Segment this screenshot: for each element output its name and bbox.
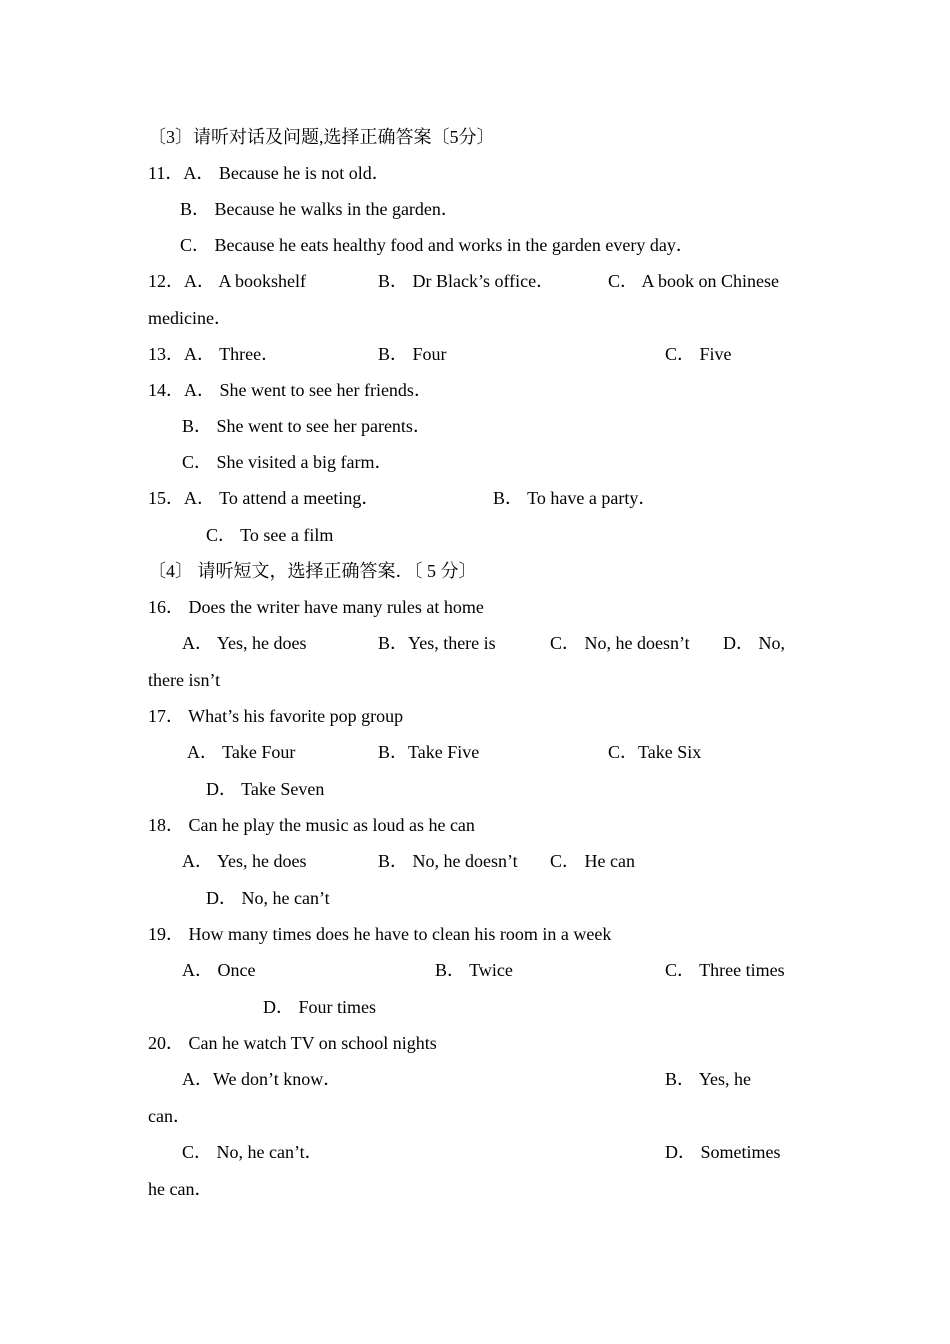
- section3-header: 〔3〕请听对话及问题,选择正确答案〔5分〕: [148, 127, 495, 147]
- q15-option-b: B． To have a party．: [493, 488, 657, 508]
- q18-stem: 18． Can he play the music as loud as he can: [148, 815, 475, 835]
- q14-option-b: B． She went to see her parents．: [182, 416, 431, 436]
- q18-option-c: C． He can: [550, 851, 635, 871]
- q11-option-c: C． Because he eats healthy food and works in the garden every day．: [180, 235, 694, 255]
- q20-option-c: C． No, he can’t．: [182, 1142, 323, 1162]
- q17-option-b: B．Take Five: [378, 742, 480, 762]
- q19-option-a: A． Once: [182, 960, 256, 980]
- q14-option-c: C． She visited a big farm．: [182, 452, 393, 472]
- q13-option-b: B． Four: [378, 344, 447, 364]
- q19-option-c: C． Three times: [665, 960, 785, 980]
- q16-option-d-wrap: there isn’t: [148, 670, 221, 690]
- q16-stem: 16． Does the writer have many rules at home: [148, 597, 484, 617]
- q12-option-c-wrap: medicine．: [148, 308, 232, 328]
- q19-option-b: B． Twice: [435, 960, 513, 980]
- q12-option-a: 12．A． A bookshelf: [148, 271, 307, 291]
- q16-option-a: A． Yes, he does: [182, 633, 307, 653]
- q11-option-b: B． Because he walks in the garden．: [180, 199, 459, 219]
- q17-option-d: D． Take Seven: [206, 779, 325, 799]
- q16-option-d: D． No,: [723, 633, 785, 653]
- q15-option-c: C． To see a film: [206, 525, 334, 545]
- q16-option-b: B．Yes, there is: [378, 633, 496, 653]
- q19-stem: 19． How many times does he have to clean his room in a week: [148, 924, 612, 944]
- q16-option-c: C． No, he doesn’t: [550, 633, 690, 653]
- q19-option-d: D． Four times: [263, 997, 377, 1017]
- q15-option-a: 15．A． To attend a meeting．: [148, 488, 380, 508]
- q12-option-c: C． A book on Chinese: [608, 271, 780, 291]
- q12-option-b: B． Dr Black’s office．: [378, 271, 555, 291]
- q13-option-c: C． Five: [665, 344, 732, 364]
- q13-option-a: 13．A． Three．: [148, 344, 280, 364]
- section4-header: 〔4〕 请听短文，选择正确答案．〔 5 分〕: [148, 561, 477, 581]
- q17-option-a: A． Take Four: [187, 742, 296, 762]
- q20-option-b-wrap: can．: [148, 1106, 191, 1126]
- q18-option-b: B． No, he doesn’t: [378, 851, 518, 871]
- q20-option-d-wrap: he can．: [148, 1179, 213, 1199]
- q17-option-c: C．Take Six: [608, 742, 702, 762]
- q20-option-a: A．We don’t know．: [182, 1069, 342, 1089]
- q17-stem: 17． What’s his favorite pop group: [148, 706, 404, 726]
- q20-option-d: D． Sometimes: [665, 1142, 781, 1162]
- q20-option-b: B． Yes, he: [665, 1069, 752, 1089]
- q20-stem: 20． Can he watch TV on school nights: [148, 1033, 437, 1053]
- q14-option-a: 14．A． She went to see her friends．: [148, 380, 432, 400]
- q18-option-a: A． Yes, he does: [182, 851, 307, 871]
- q11-option-a: 11．A． Because he is not old．: [148, 163, 390, 183]
- q18-option-d: D． No, he can’t: [206, 888, 330, 908]
